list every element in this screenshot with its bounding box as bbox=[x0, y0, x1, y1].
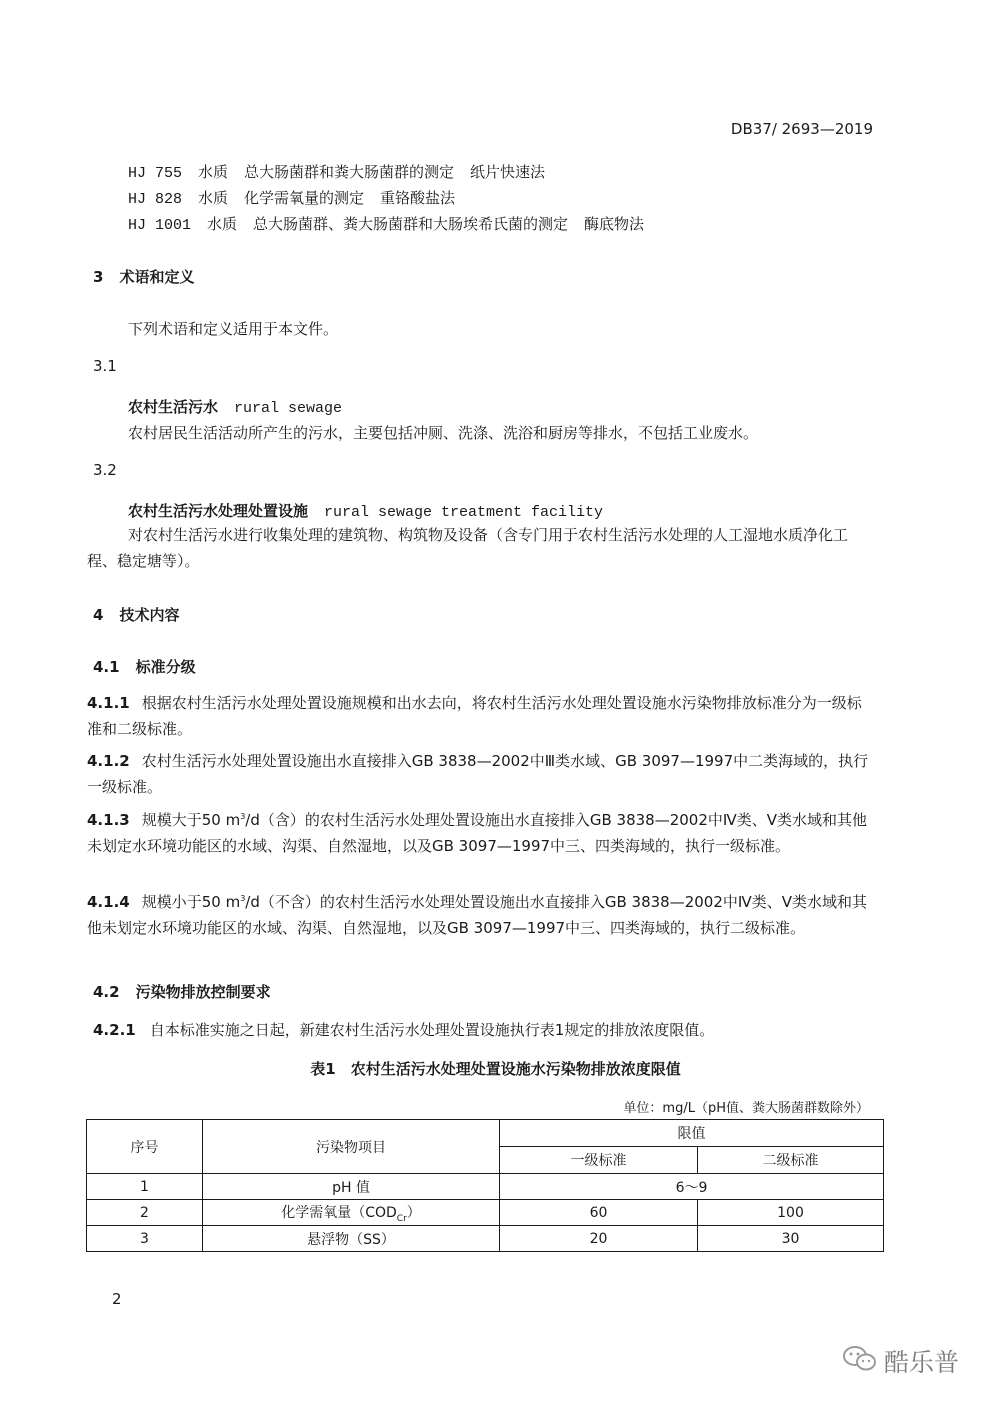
reference-method: 纸片快速法 bbox=[470, 163, 546, 181]
cell-grade1: 60 bbox=[500, 1200, 698, 1226]
reference-topic: 水质 bbox=[198, 189, 229, 207]
section-title: 标准分级 bbox=[135, 658, 196, 676]
table-row bbox=[87, 1174, 884, 1200]
section-title: 污染物排放控制要求 bbox=[135, 983, 271, 1001]
cell-item: pH 值 bbox=[203, 1174, 500, 1200]
term-definition: 对农村生活污水进行收集处理的建筑物、构筑物及设备（含专门用于农村生活污水处理的人工湿地水质净化工程、稳定塘等）。 bbox=[87, 526, 849, 570]
table-caption: 表1 农村生活污水处理处置设施水污染物排放浓度限值 bbox=[310, 1060, 681, 1078]
table-row bbox=[87, 1200, 884, 1226]
reference-title: 总大肠菌群和粪大肠菌群的测定 bbox=[244, 163, 455, 181]
clause-text: 规模小于50 m bbox=[141, 893, 241, 911]
clause-text: /d（含）的农村生活污水处理处置设施出水直接排入GB 3838—2002中Ⅳ类、Ⅴ类水域和其他未划定水环境功能区的水域、沟渠、自然湿地，以及GB 3097—1997中三、四类海域的，执行一级标准。 bbox=[87, 811, 867, 855]
clause-text: 农村生活污水处理处置设施出水直接排入GB 3838—2002中Ⅲ类水域、GB 3097—1997中二类海域的，执行一级标准。 bbox=[87, 752, 869, 796]
cell-grade1: 20 bbox=[500, 1226, 698, 1252]
reference-topic: 水质 bbox=[198, 163, 229, 181]
section-4-1-heading bbox=[93, 656, 196, 677]
wechat-icon bbox=[842, 1344, 878, 1378]
term-number: 3.2 bbox=[93, 461, 117, 479]
clause-text: 自本标准实施之日起，新建农村生活污水处理处置设施执行表1规定的排放浓度限值。 bbox=[149, 1021, 715, 1039]
cell-item-text: 化学需氧量（COD bbox=[281, 1204, 397, 1221]
watermark bbox=[842, 1343, 959, 1379]
term-en: rural sewage treatment facility bbox=[324, 504, 604, 521]
section-number: 4 bbox=[93, 606, 104, 624]
term-en: rural sewage bbox=[234, 400, 343, 417]
term-cn: 农村生活污水处理处置设施 bbox=[128, 502, 309, 520]
cell-item bbox=[203, 1200, 500, 1226]
reference-line bbox=[128, 187, 455, 208]
clause-4-2-1 bbox=[93, 1019, 714, 1040]
cell-item-subscript: Cr bbox=[396, 1213, 407, 1224]
clause-4-1-4 bbox=[87, 886, 875, 941]
clause-number: 4.1.4 bbox=[87, 893, 130, 911]
header-item: 污染物项目 bbox=[203, 1120, 500, 1174]
cell-seq: 1 bbox=[87, 1174, 203, 1200]
cell-grade2: 30 bbox=[698, 1226, 884, 1252]
section-title: 技术内容 bbox=[119, 606, 180, 624]
term-number: 3.1 bbox=[93, 357, 117, 375]
header-grade2: 二级标准 bbox=[698, 1147, 884, 1174]
cell-item: 悬浮物（SS） bbox=[203, 1226, 500, 1252]
reference-code: HJ 828 bbox=[128, 191, 183, 208]
clause-text: 根据农村生活污水处理处置设施规模和出水去向，将农村生活污水处理处置设施水污染物排放标准分为一级标准和二级标准。 bbox=[87, 694, 862, 738]
clause-number: 4.1.1 bbox=[87, 694, 130, 712]
section-number: 3 bbox=[93, 268, 104, 286]
clause-4-1-1 bbox=[87, 690, 875, 742]
header-grade1: 一级标准 bbox=[500, 1147, 698, 1174]
table-row bbox=[87, 1226, 884, 1252]
header-seq: 序号 bbox=[87, 1120, 203, 1174]
section-4-heading bbox=[93, 604, 179, 625]
reference-method: 酶底物法 bbox=[584, 215, 645, 233]
clause-4-1-2 bbox=[87, 748, 875, 800]
term-cn: 农村生活污水 bbox=[128, 398, 219, 416]
reference-line bbox=[128, 213, 644, 234]
section-number: 4.2 bbox=[93, 983, 120, 1001]
reference-code: HJ 1001 bbox=[128, 217, 192, 234]
section-3-intro: 下列术语和定义适用于本文件。 bbox=[128, 320, 339, 338]
clause-number: 4.2.1 bbox=[93, 1021, 136, 1039]
reference-line bbox=[128, 161, 545, 182]
clause-superscript: 3 bbox=[240, 812, 246, 821]
reference-title: 总大肠菌群、粪大肠菌群和大肠埃希氏菌的测定 bbox=[253, 215, 569, 233]
reference-code: HJ 755 bbox=[128, 165, 183, 182]
page-number: 2 bbox=[112, 1290, 122, 1308]
section-title: 术语和定义 bbox=[119, 268, 195, 286]
cell-item-text: ） bbox=[406, 1204, 421, 1221]
cell-merged-limit: 6～9 bbox=[500, 1174, 884, 1200]
term-heading bbox=[128, 500, 603, 521]
section-number: 4.1 bbox=[93, 658, 120, 676]
clause-text: 规模大于50 m bbox=[141, 811, 241, 829]
clause-number: 4.1.2 bbox=[87, 752, 130, 770]
cell-seq: 3 bbox=[87, 1226, 203, 1252]
table-unit-note: 单位：mg/L（pH值、粪大肠菌群数除外） bbox=[623, 1101, 869, 1116]
section-4-2-heading bbox=[93, 981, 271, 1002]
term-heading bbox=[128, 396, 342, 417]
table-1 bbox=[86, 1119, 884, 1252]
watermark-text: 酷乐普 bbox=[884, 1348, 960, 1377]
term-definition: 农村居民生活活动所产生的污水，主要包括冲厕、洗涤、洗浴和厨房等排水，不包括工业废水。 bbox=[128, 424, 759, 442]
cell-grade2: 100 bbox=[698, 1200, 884, 1226]
section-3-heading bbox=[93, 266, 194, 287]
reference-topic: 水质 bbox=[207, 215, 238, 233]
clause-number: 4.1.3 bbox=[87, 811, 130, 829]
clause-text: /d（不含）的农村生活污水处理处置设施出水直接排入GB 3838—2002中Ⅳ类、Ⅴ类水域和其他未划定水环境功能区的水域、沟渠、自然湿地，以及GB 3097—1997中三、四类海域的，执行二级标准。 bbox=[87, 893, 867, 937]
reference-method: 重铬酸盐法 bbox=[380, 189, 456, 207]
doc-code: DB37/ 2693—2019 bbox=[730, 120, 873, 138]
header-limit: 限值 bbox=[500, 1120, 884, 1147]
cell-seq: 2 bbox=[87, 1200, 203, 1226]
clause-4-1-3 bbox=[87, 804, 875, 859]
clause-superscript: 3 bbox=[240, 894, 246, 903]
reference-title: 化学需氧量的测定 bbox=[244, 189, 365, 207]
